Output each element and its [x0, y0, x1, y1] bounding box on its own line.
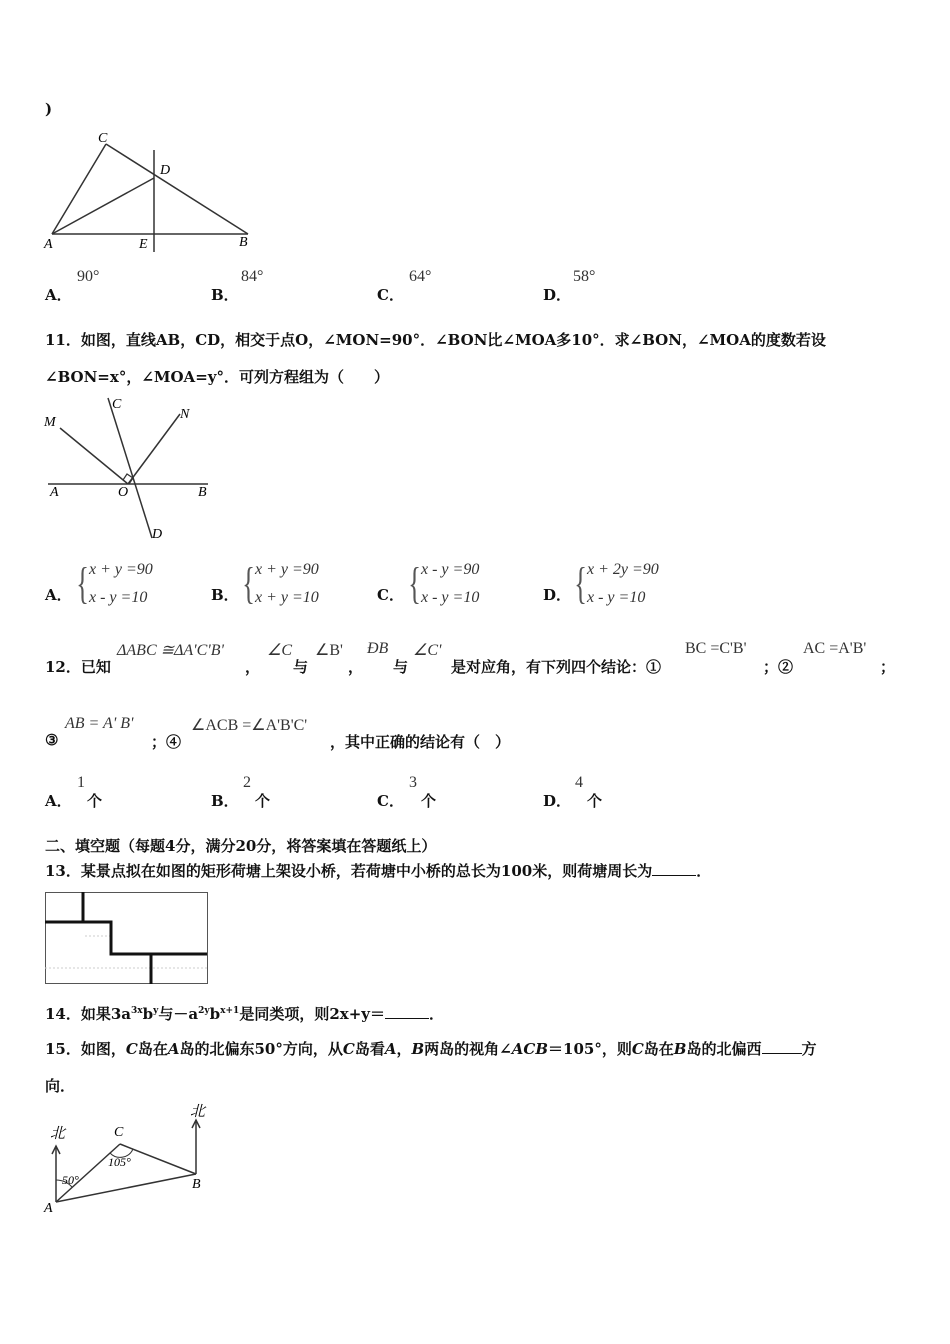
answer-blank[interactable]	[652, 875, 696, 876]
q15-stem-line1: 15．如图，C岛在A岛的北偏东50°方向，从C岛看A，B两岛的视角∠ACB＝105°，则C岛在B岛的北偏西 方	[45, 1040, 817, 1058]
q11-option-b[interactable]: B． { x + y =90 x + y =10	[211, 559, 319, 608]
q11-option-a[interactable]: A． { x + y =90 x - y =10	[45, 559, 153, 608]
answer-blank[interactable]	[385, 1018, 429, 1019]
label-a: A	[44, 1201, 53, 1216]
label-b: B	[239, 235, 248, 250]
q11-options	[45, 556, 905, 616]
north-label-a: 北	[50, 1126, 66, 1142]
brace-icon: {	[408, 559, 421, 608]
brace-icon: {	[574, 559, 587, 608]
label-m: M	[44, 415, 56, 430]
q12-options: A． 1 个 B． 2 个 C． 3 个 D． 4 个	[45, 774, 603, 810]
q13-pond-figure	[45, 892, 209, 985]
label-d: D	[160, 163, 171, 178]
q11-option-c[interactable]: C． { x - y =90 x - y =10	[377, 559, 480, 608]
label-c: C	[98, 131, 108, 146]
q10-options: A． 90° B． 84° C． 64° D． 58°	[45, 268, 596, 304]
label-e: E	[139, 237, 148, 252]
brace-icon: {	[76, 559, 89, 608]
label-b: B	[198, 485, 207, 500]
label-b: B	[192, 1177, 201, 1192]
q13-stem: 13．某景点拟在如图的矩形荷塘上架设小桥，若荷塘中小桥的总长为100米，则荷塘周长为 ．	[45, 862, 712, 880]
label-o: O	[118, 485, 129, 500]
north-label-b: 北	[190, 1104, 206, 1120]
angle-105-label: 105°	[108, 1155, 131, 1169]
section-heading: 二、填空题（每题4分，满分20分，将答案填在答题纸上）	[45, 837, 437, 855]
angle-50-label: 50°	[62, 1173, 79, 1187]
label-a: A	[50, 485, 59, 500]
q12-stem-line1: 12．已知 ΔABC ≅ΔA'C'B' ， ∠C 与 ∠B' ， ÐB 与 ∠C' 是对应角，有下列四个结论：① BC =C'B' ；② AC =A'B' ；	[45, 640, 896, 676]
q15-island-figure	[40, 1098, 220, 1218]
q11-stem-line2: ∠BON=x°，∠MOA=y°．可列方程组为（ ）	[45, 368, 389, 386]
q11-stem-line1: 11．如图，直线AB，CD，相交于点O，∠MON=90°．∠BON比∠MOA多10°．求∠BON，∠MOA的度数若设	[45, 331, 826, 349]
q11-angle-figure	[40, 392, 220, 544]
q14-stem: 14．如果$3a^{3x}b^y$与$-a^{2y}b^{x+1}$是同类项，则2x+y＝ ．	[45, 1005, 444, 1023]
continued-bracket: )	[45, 100, 53, 118]
brace-icon: {	[242, 559, 255, 608]
label-c: C	[112, 397, 122, 412]
q15-stem-line2: 向．	[45, 1077, 76, 1095]
q11-option-d[interactable]: D． { x + 2y =90 x - y =10	[543, 559, 659, 608]
q12-stem-line2: ③ AB = A' B' ；④ ∠ACB =∠A'B'C' ，其中正确的结论有（ ）	[45, 715, 511, 751]
label-a: A	[44, 237, 53, 252]
label-n: N	[180, 407, 190, 422]
q10-triangle-figure	[40, 128, 260, 256]
label-d: D	[152, 527, 163, 542]
label-c: C	[114, 1125, 124, 1140]
answer-blank[interactable]	[762, 1053, 802, 1054]
